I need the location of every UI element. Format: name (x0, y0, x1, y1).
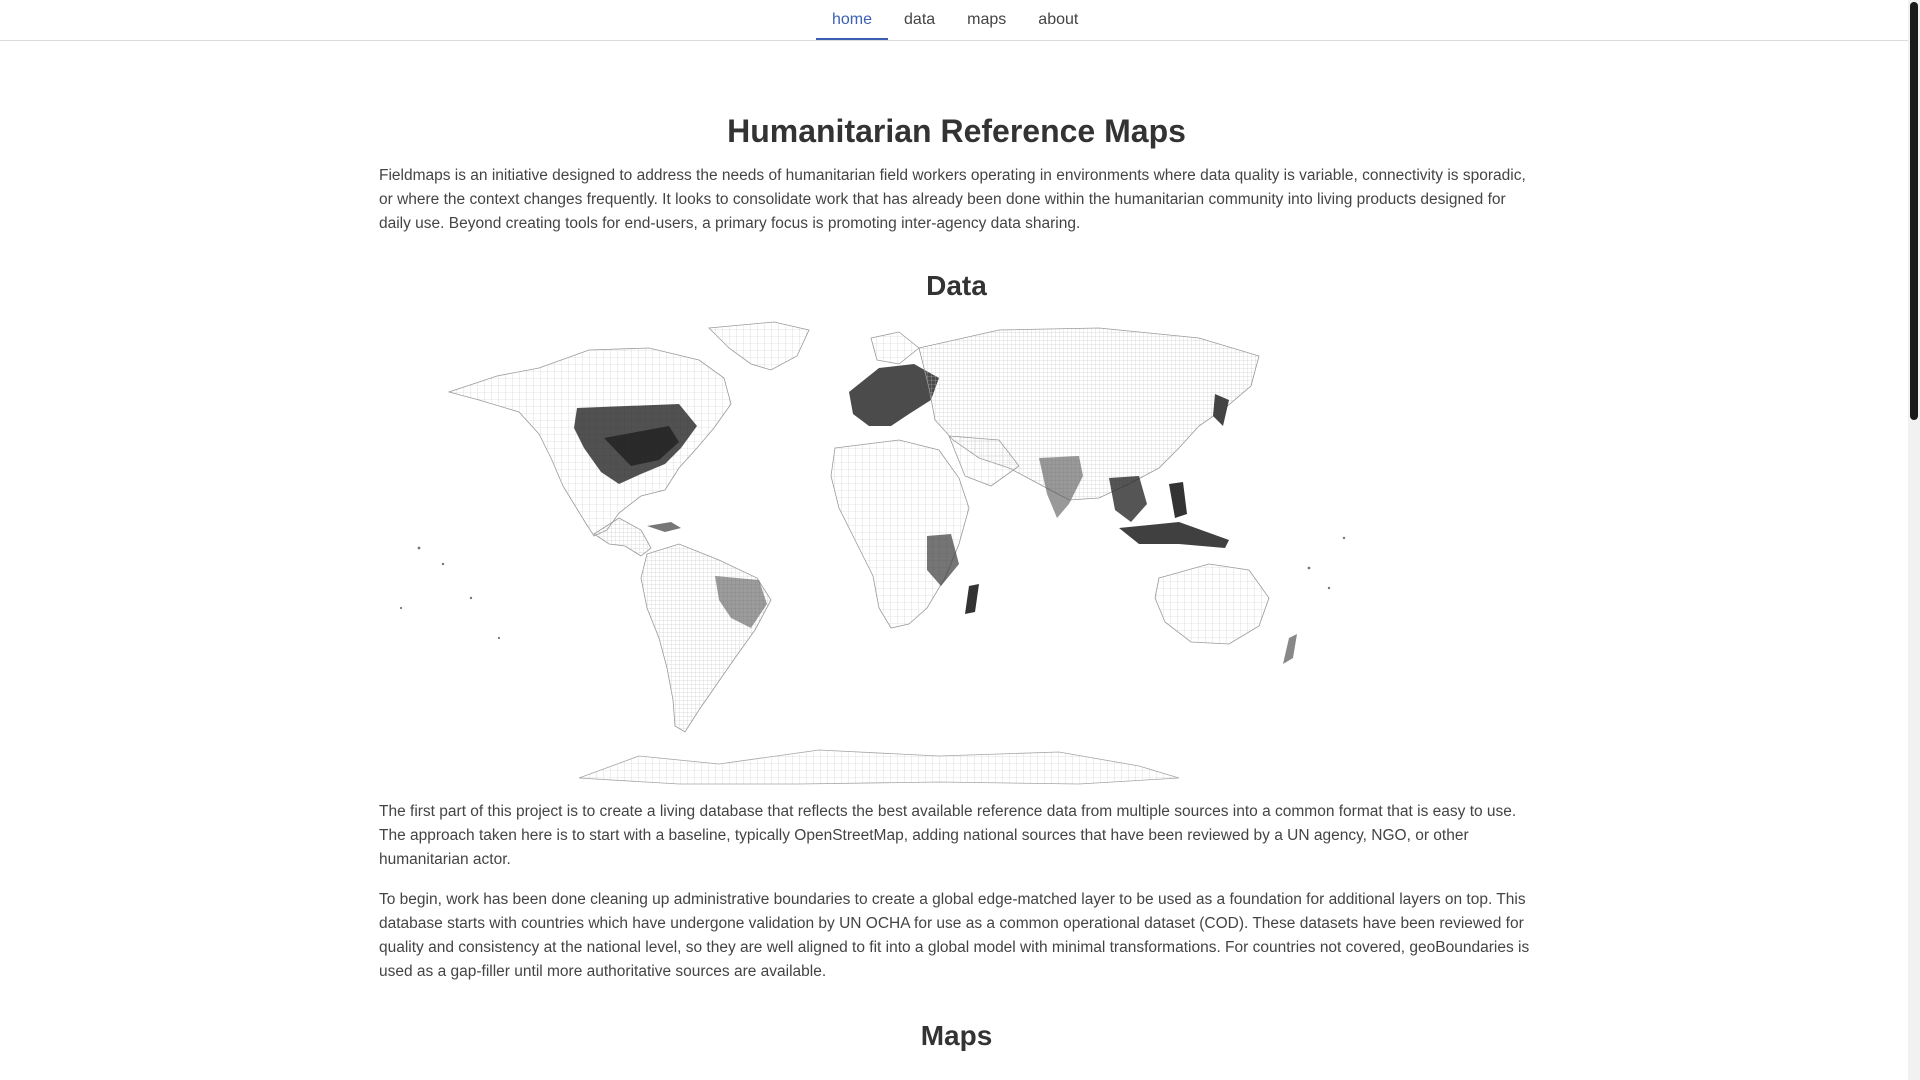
page-title: Humanitarian Reference Maps (727, 113, 1186, 149)
greenland-landmass (709, 322, 809, 370)
intro-paragraph: Fieldmaps is an initiative designed to address the needs of humanitarian field workers operating in environments where data quality is variable, connectivity is sporadic, or where the context changes frequently. It looks to consolidate work that has already been done within the humanitarian community into living products designed for daily use. Beyond creating tools for end-users, a primary focus is promoting inter-agency data sharing. (379, 167, 1526, 232)
south-america-landmass (641, 544, 771, 732)
data-section-heading: Data (926, 270, 987, 301)
madagascar (965, 584, 979, 614)
world-map-image (379, 308, 1534, 788)
top-navbar (0, 0, 1908, 41)
africa-landmass (831, 440, 969, 628)
data-paragraph-2: To begin, work has been done cleaning up administrative boundaries to create a global edge-matched layer to be used as a foundation for additional layers on top. This database starts with countries which have undergone validation by UN OCHA for use as a common operational dataset (COD). These datasets have been reviewed for quality and consistency at the national level, so they are well aligned to fit into a global model with minimal transformations. For countries not covered, geoBoundaries is used as a gap-filler until more authoritative sources are available. (379, 891, 1530, 980)
australia-landmass (1155, 564, 1269, 644)
page-scrollbar[interactable] (1908, 0, 1920, 1080)
indonesia-dense-region (1119, 522, 1229, 548)
antarctica-landmass (579, 750, 1179, 784)
data-paragraph-1: The first part of this project is to create a living database that reflects the best available reference data from multiple sources into a common format that is easy to use. The approach taken here is to start with a baseline, typically OpenStreetMap, adding national sources that have been reviewed by a UN agency, NGO, or other humanitarian actor. (379, 803, 1517, 868)
nav-tab-home[interactable]: home (816, 0, 888, 40)
scrollbar-thumb[interactable] (1910, 2, 1918, 420)
southeast-asia-dense-region (1109, 476, 1147, 522)
india-region (1039, 456, 1083, 518)
nav-tab-about[interactable]: about (1038, 11, 1079, 28)
nav-tabs (816, 0, 1094, 40)
nav-tab-maps[interactable]: maps (967, 11, 1007, 28)
main-content (379, 100, 1534, 1056)
nav-tab-data[interactable]: data (904, 11, 936, 28)
world-boundaries-map (379, 308, 1534, 788)
maps-section-heading: Maps (920, 1020, 993, 1051)
